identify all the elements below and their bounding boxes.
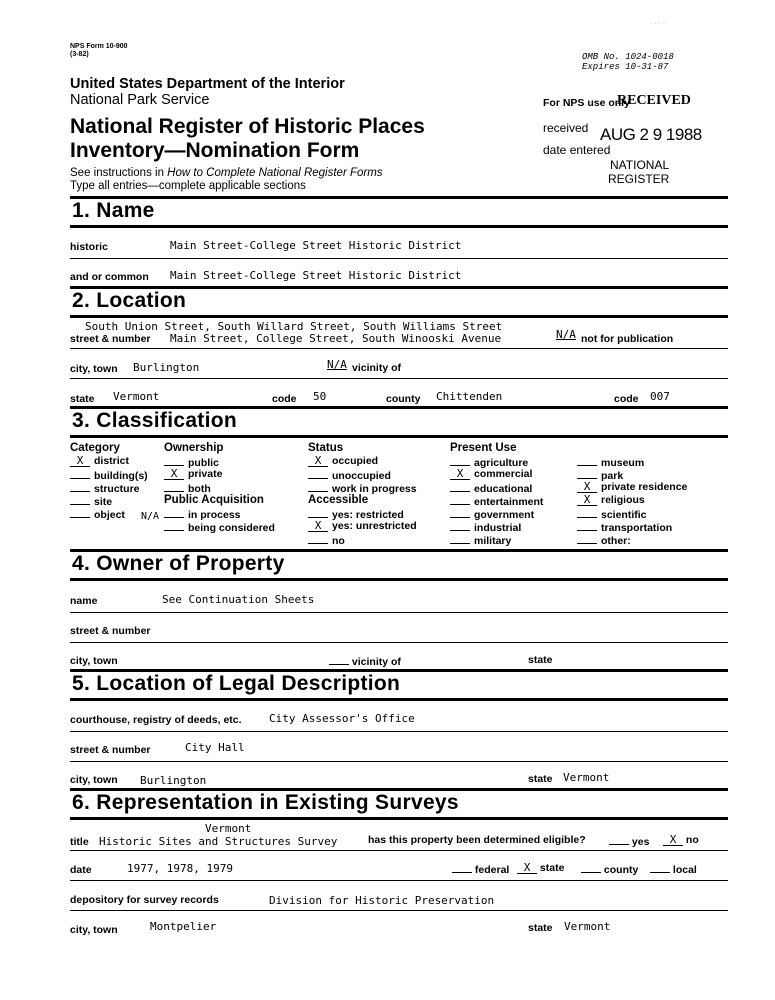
acquisition-option-label: in process	[188, 509, 241, 521]
ownership-option-label: both	[188, 483, 211, 495]
level-county	[581, 862, 638, 876]
category-option-label: site	[94, 496, 113, 508]
status-heading: Status	[308, 442, 344, 454]
present-use-option-label: educational	[474, 483, 533, 495]
status-options	[308, 455, 417, 494]
present-use-option-label: transportation	[601, 522, 673, 534]
category-option	[70, 481, 148, 494]
form-title-line2: Inventory—Nomination Form	[70, 139, 360, 162]
eligible-question: has this property been determined eligible?	[368, 834, 586, 846]
status-checkbox: X	[308, 456, 328, 467]
omb-number: OMB No. 1024-0018	[582, 52, 674, 62]
common-label: and or common	[70, 271, 149, 283]
status-option	[308, 455, 417, 468]
present-use-option	[450, 520, 543, 533]
present-use-option	[577, 507, 687, 520]
section4-bottom-rule	[70, 578, 728, 581]
category-option-label: structure	[94, 483, 140, 495]
city-town-label: city, town	[70, 363, 118, 375]
present-use-option	[577, 520, 687, 533]
category-checkbox: X	[70, 456, 90, 467]
present-use-option-label: park	[601, 470, 624, 482]
survey-date-label: date	[70, 864, 92, 876]
expires-date: Expires 10-31-87	[582, 62, 669, 72]
stray-marks: · · · ·	[650, 20, 666, 27]
legal-city-value: Burlington	[140, 774, 207, 787]
acquisition-option-label: being considered	[188, 522, 275, 534]
present-use-checkbox	[450, 520, 470, 531]
state-code-value: 50	[313, 390, 327, 403]
stamp-national: NATIONAL	[610, 158, 670, 172]
survey-date-value: 1977, 1978, 1979	[127, 862, 233, 875]
county-label: county	[386, 393, 421, 405]
accessible-option	[308, 533, 417, 546]
present-use-checkbox: X	[577, 482, 597, 493]
present-use-checkbox	[450, 481, 470, 492]
eligible-yes-label: yes	[631, 836, 650, 848]
accessible-option	[308, 520, 417, 533]
section6-heading: 6. Representation in Existing Surveys	[72, 791, 459, 814]
owner-street-rule	[70, 642, 728, 643]
agency-name: National Park Service	[70, 92, 210, 108]
present-use-option-label: other:	[601, 535, 631, 547]
historic-label: historic	[70, 241, 108, 253]
state-label: state	[70, 393, 95, 405]
depository-rule	[70, 910, 728, 911]
not-for-publication-mark: N/A	[556, 328, 576, 341]
status-option-label: work in progress	[332, 483, 417, 495]
courthouse-rule	[70, 731, 728, 732]
not-for-publication-label: not for publication	[581, 333, 674, 345]
acquisition-options	[164, 507, 275, 533]
category-option-label: building(s)	[94, 470, 148, 482]
level-state-label: state	[539, 862, 565, 874]
present-use-option	[450, 481, 543, 494]
accessible-heading: Accessible	[308, 494, 369, 506]
level-state-mark: X	[517, 863, 537, 874]
street-rule	[70, 348, 728, 349]
accessible-checkbox	[308, 507, 328, 518]
present-use-checkbox	[450, 494, 470, 505]
vicinity-label: vicinity of	[352, 362, 402, 374]
street-line1: South Union Street, South Willard Street, South Williams Street	[85, 320, 503, 333]
form-revision: (3-82)	[70, 51, 89, 58]
ownership-checkbox: X	[164, 469, 184, 480]
street-line2: Main Street, College Street, South Winooski Avenue	[170, 332, 502, 345]
owner-vicinity-blank	[329, 654, 349, 665]
eligible-yes	[609, 834, 649, 848]
present-use-option-label: commercial	[474, 468, 533, 480]
eligible-no-label: no	[685, 834, 699, 846]
level-state	[517, 862, 564, 874]
present-use-option	[450, 455, 543, 468]
date-entered-label: date entered	[543, 143, 611, 157]
county-value: Chittenden	[436, 390, 503, 403]
present-use-option-label: agriculture	[474, 457, 529, 469]
present-use-checkbox	[577, 533, 597, 544]
instructions-italic: How to Complete National Register Forms	[167, 167, 383, 179]
category-checkbox	[70, 468, 90, 479]
present-use-option	[577, 481, 687, 494]
present-use-option-label: scientific	[601, 509, 647, 521]
present-use-checkbox	[577, 455, 597, 466]
legal-street-rule	[70, 761, 728, 762]
category-option-label: district	[94, 455, 130, 467]
survey-title-rule	[70, 850, 728, 851]
level-federal-label: federal	[474, 864, 510, 876]
section2-heading: 2. Location	[72, 289, 187, 312]
state-code-label: code	[272, 393, 297, 405]
category-checkbox	[70, 481, 90, 492]
category-option	[70, 468, 148, 481]
legal-street-value: City Hall	[185, 741, 245, 754]
accessible-option-label: no	[332, 535, 345, 547]
acquisition-option	[164, 507, 275, 520]
street-number-label: street & number	[70, 333, 151, 345]
nps-use-label: For NPS use only	[543, 97, 630, 109]
owner-state-label: state	[528, 654, 553, 666]
eligible-yes-blank	[609, 834, 629, 845]
legal-street-label: street & number	[70, 744, 151, 756]
ownership-option	[164, 481, 222, 494]
present-use-checkbox: X	[450, 469, 470, 480]
present-use-option-label: private residence	[601, 481, 688, 493]
ownership-checkbox	[164, 481, 184, 492]
stamp-received: RECEIVED	[617, 93, 691, 108]
section6-bottom-rule	[70, 817, 728, 820]
section2-bottom-rule	[70, 315, 728, 318]
survey-title-line1: Vermont	[205, 822, 252, 835]
present-use-checkbox	[577, 468, 597, 479]
owner-vicinity-label: vicinity of	[351, 656, 401, 668]
section1-heading: 1. Name	[72, 199, 155, 222]
eligible-no-mark: X	[663, 835, 683, 846]
survey-title-line2: Historic Sites and Structures Survey	[99, 835, 338, 848]
received-label: received	[543, 121, 589, 135]
category-options	[70, 455, 148, 520]
acquisition-checkbox	[164, 520, 184, 531]
acquisition-checkbox	[164, 507, 184, 518]
historic-rule	[70, 258, 728, 259]
accessible-option-label: yes: restricted	[332, 509, 404, 521]
present-use-option	[450, 468, 543, 481]
instructions	[70, 167, 383, 179]
status-option-label: unoccupied	[332, 470, 391, 482]
category-checkbox	[70, 507, 90, 518]
county-code-value: 007	[650, 390, 670, 403]
legal-state-label: state	[528, 773, 553, 785]
section5-heading: 5. Location of Legal Description	[72, 672, 401, 695]
level-federal-blank	[452, 862, 472, 873]
category-option	[70, 494, 148, 507]
stamp-register: REGISTER	[608, 172, 670, 186]
ownership-checkbox	[164, 455, 184, 466]
status-checkbox	[308, 468, 328, 479]
county-code-label: code	[614, 393, 639, 405]
present-use-heading: Present Use	[450, 442, 517, 454]
eligible-no	[663, 834, 699, 846]
accessible-checkbox: X	[308, 521, 328, 532]
city-rule	[70, 378, 728, 379]
stamp-date: AUG 2 9 1988	[600, 125, 702, 144]
present-use-option	[577, 468, 687, 481]
present-use-option	[450, 494, 543, 507]
owner-vicinity	[329, 654, 401, 668]
depository-label: depository for survey records	[70, 894, 219, 906]
accessible-options	[308, 507, 417, 546]
level-county-label: county	[603, 864, 639, 876]
owner-name-value: See Continuation Sheets	[162, 593, 315, 606]
category-checkbox	[70, 494, 90, 505]
level-county-blank	[581, 862, 601, 873]
ownership-option-label: public	[188, 457, 219, 469]
ownership-option-label: private	[188, 468, 223, 480]
present-use-options-1	[450, 455, 543, 546]
level-local-label: local	[672, 864, 697, 876]
present-use-checkbox: X	[577, 495, 597, 506]
acquisition-option	[164, 520, 275, 533]
owner-name-label: name	[70, 595, 98, 607]
courthouse-value: City Assessor's Office	[269, 712, 415, 725]
legal-state-value: Vermont	[563, 771, 610, 784]
present-use-option-label: military	[474, 535, 512, 547]
depository-value: Division for Historic Preservation	[269, 894, 495, 907]
city-town-value: Burlington	[133, 361, 200, 374]
common-value: Main Street-College Street Historic District	[170, 269, 462, 282]
accessible-option	[308, 507, 417, 520]
category-option	[70, 455, 148, 468]
level-local-blank	[650, 862, 670, 873]
accessible-checkbox	[308, 533, 328, 544]
present-use-option	[450, 533, 543, 546]
survey-city-label: city, town	[70, 924, 118, 936]
present-use-option	[577, 494, 687, 507]
section1-bottom-rule	[70, 225, 728, 228]
survey-date-rule	[70, 880, 728, 881]
present-use-checkbox	[577, 507, 597, 518]
form-title-line1: National Register of Historic Places	[70, 115, 425, 138]
owner-name-rule	[70, 612, 728, 613]
survey-city-value: Montpelier	[150, 920, 217, 933]
present-use-option-label: government	[474, 509, 535, 521]
category-option-label: object	[94, 509, 125, 521]
category-option	[70, 507, 148, 520]
legal-city-label: city, town	[70, 774, 118, 786]
section4-heading: 4. Owner of Property	[72, 552, 285, 575]
present-use-option	[577, 455, 687, 468]
acquisition-heading: Public Acquisition	[164, 494, 264, 506]
present-use-option-label: museum	[601, 457, 645, 469]
form-number: NPS Form 10-900	[70, 43, 128, 50]
survey-title-label: title	[70, 836, 89, 848]
ownership-heading: Ownership	[164, 442, 224, 454]
department-name: United States Department of the Interior	[70, 76, 345, 92]
vicinity-mark: N/A	[327, 358, 347, 371]
historic-value: Main Street-College Street Historic District	[170, 239, 462, 252]
accessible-option-label: yes: unrestricted	[332, 520, 417, 532]
present-use-checkbox	[450, 455, 470, 466]
status-checkbox	[308, 481, 328, 492]
status-option-label: occupied	[332, 455, 379, 467]
present-use-options-2	[577, 455, 687, 546]
section5-bottom-rule	[70, 698, 728, 701]
survey-state-value: Vermont	[564, 920, 611, 933]
instructions-prefix: See instructions in	[70, 167, 168, 179]
present-use-option	[450, 507, 543, 520]
present-use-checkbox	[577, 520, 597, 531]
instructions-line2: Type all entries—complete applicable sections	[70, 180, 306, 192]
present-use-checkbox	[450, 507, 470, 518]
section1-top-rule	[70, 196, 728, 199]
acquisition-na: N/A	[141, 511, 160, 522]
level-local	[650, 862, 697, 876]
survey-state-label: state	[528, 922, 553, 934]
present-use-option-label: entertainment	[474, 496, 544, 508]
present-use-option	[577, 533, 687, 546]
section3-bottom-rule	[70, 435, 728, 438]
category-heading: Category	[70, 442, 120, 454]
owner-street-label: street & number	[70, 625, 151, 637]
present-use-option-label: industrial	[474, 522, 522, 534]
level-federal	[452, 862, 509, 876]
present-use-checkbox	[450, 533, 470, 544]
present-use-option-label: religious	[601, 494, 645, 506]
ownership-option	[164, 468, 222, 481]
status-option	[308, 468, 417, 481]
status-option	[308, 481, 417, 494]
owner-city-label: city, town	[70, 655, 118, 667]
state-value: Vermont	[113, 390, 160, 403]
ownership-options	[164, 455, 222, 494]
courthouse-label: courthouse, registry of deeds, etc.	[70, 714, 242, 726]
section3-heading: 3. Classification	[72, 409, 237, 432]
